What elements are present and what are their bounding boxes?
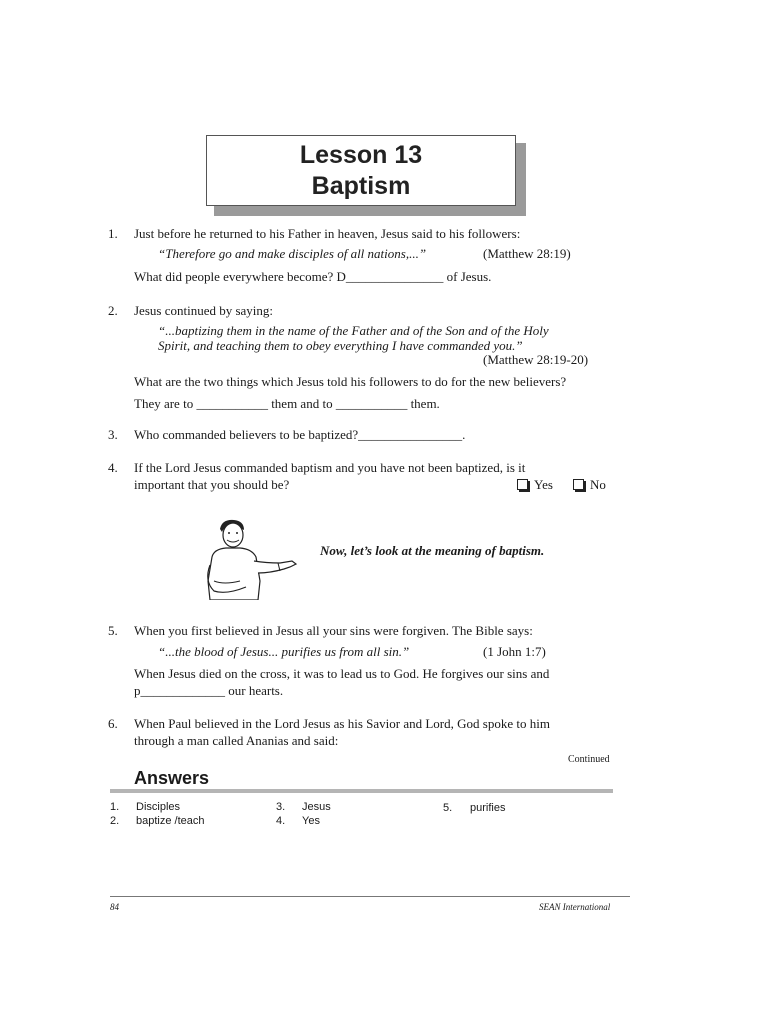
no-checkbox[interactable] [573, 479, 584, 490]
q1-quote: “Therefore go and make disciples of all nations,...” [158, 246, 427, 261]
answer-4-number: 4. [276, 815, 286, 827]
no-option[interactable] [573, 477, 606, 493]
answer-4-text: Yes [302, 815, 320, 827]
answer-3-text: Jesus [302, 801, 331, 813]
continued-label: Continued [568, 754, 610, 765]
q3-text: Who commanded believers to be baptized?________________. [134, 427, 466, 442]
q2-reference: (Matthew 28:19-20) [483, 352, 589, 367]
q1-text: Just before he returned to his Father in heaven, Jesus said to his followers: [134, 226, 521, 241]
lesson-title-box [206, 135, 516, 206]
q2-answer-line: They are to ___________ them and to ___________ them. [134, 396, 440, 411]
no-label: No [590, 477, 606, 492]
q2-quote-line2: Spirit, and teaching them to obey everything I have commanded you.” [158, 338, 523, 353]
q2-quote-line1: “...baptizing them in the name of the Father and of the Son and of the Holy [158, 323, 549, 338]
answer-1-text: Disciples [136, 801, 181, 813]
q5-quote: “...the blood of Jesus... purifies us from all sin.” [158, 644, 410, 659]
answer-3-number: 3. [276, 801, 286, 813]
q5-number: 5. [108, 623, 118, 638]
lesson-title: Baptism [311, 172, 411, 200]
lesson-number: Lesson 13 [299, 141, 423, 169]
yes-option[interactable] [517, 477, 553, 493]
q4-line1: If the Lord Jesus commanded baptism and you have not been baptized, is it [134, 460, 526, 475]
pointing-man-illustration [200, 515, 300, 600]
answer-5-text: purifies [470, 802, 506, 814]
page-number: 84 [110, 902, 119, 912]
q3-number: 3. [108, 427, 118, 442]
q5-line1: When Jesus died on the cross, it was to lead us to God. He forgives our sins and [134, 666, 550, 681]
answers-heading: Answers [134, 768, 210, 788]
publisher-name: SEAN International [539, 902, 611, 912]
q6-line2: through a man called Ananias and said: [134, 733, 339, 748]
answer-2-number: 2. [110, 815, 120, 827]
q2-question: What are the two things which Jesus told his followers to do for the new believers? [134, 374, 567, 389]
illustration-caption: Now, let’s look at the meaning of baptism. [320, 543, 545, 558]
footer-divider [110, 896, 630, 897]
answer-5-number: 5. [443, 802, 453, 814]
q1-question: What did people everywhere become? D_______________ of Jesus. [134, 269, 492, 284]
yes-label: Yes [534, 477, 553, 492]
q6-number: 6. [108, 716, 118, 731]
q2-number: 2. [108, 303, 118, 318]
answer-2-text: baptize /teach [136, 815, 205, 827]
q5-reference: (1 John 1:7) [483, 644, 546, 659]
q4-number: 4. [108, 460, 118, 475]
q1-number: 1. [108, 226, 118, 241]
q4-line2: important that you should be? [134, 477, 290, 492]
q5-line2: p_____________ our hearts. [134, 683, 284, 698]
answers-divider [110, 789, 613, 793]
q6-line1: When Paul believed in the Lord Jesus as his Savior and Lord, God spoke to him [134, 716, 550, 731]
answer-1-number: 1. [110, 801, 120, 813]
q1-reference: (Matthew 28:19) [483, 246, 571, 261]
q5-text: When you first believed in Jesus all your sins were forgiven. The Bible says: [134, 623, 533, 638]
q2-text: Jesus continued by saying: [134, 303, 274, 318]
yes-checkbox[interactable] [517, 479, 528, 490]
